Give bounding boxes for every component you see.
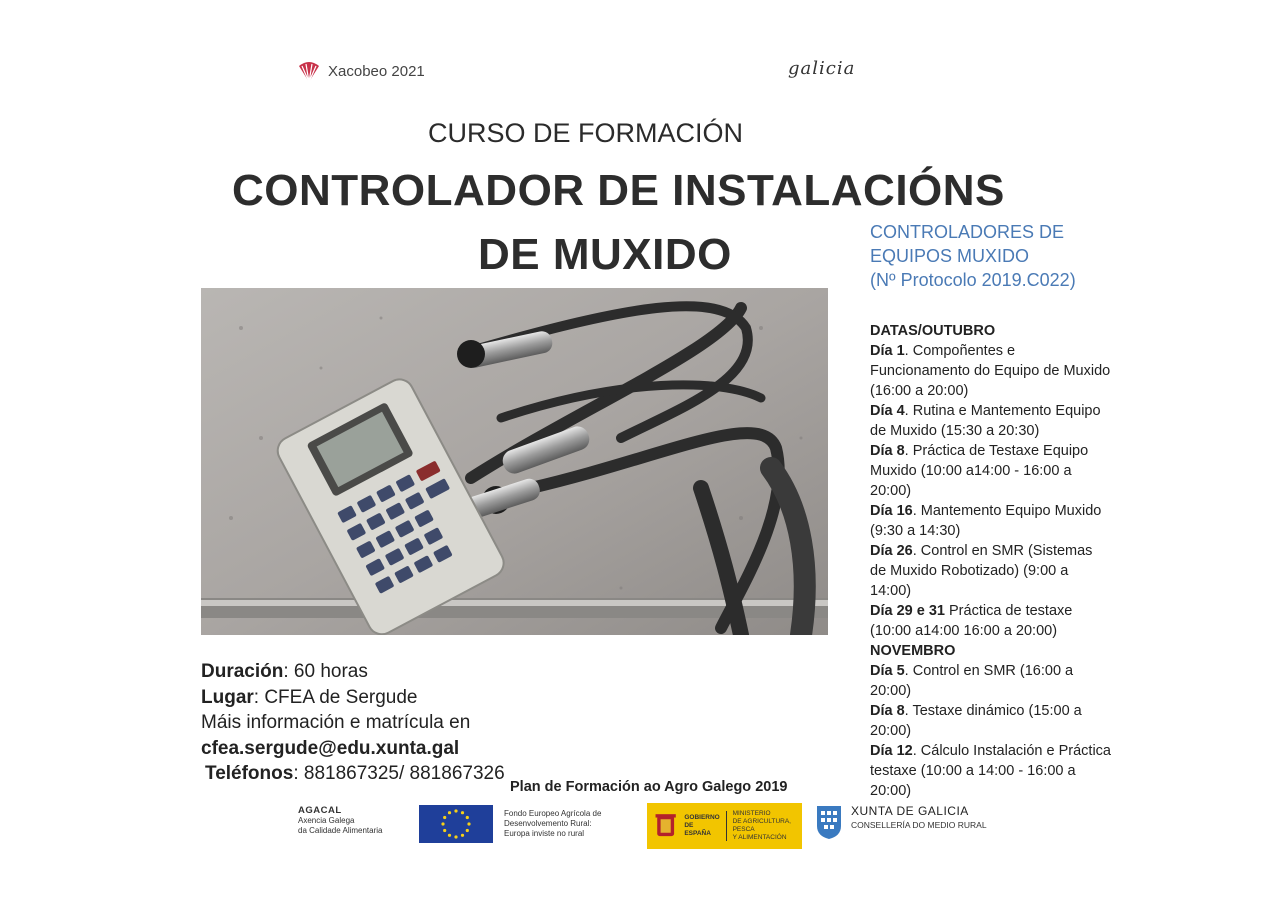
schedule-desc: . Control en SMR (16:00 a: [904, 663, 1074, 679]
schedule-day: Día 4: [870, 403, 905, 419]
schedule-item-line: 20:00): [870, 483, 912, 499]
eu-star: [461, 834, 464, 837]
xunta-shield-icon: [815, 804, 843, 840]
schedule-item-line: de Muxido (15:30 a 20:30): [870, 423, 1040, 439]
schedule-item-line: Funcionamento do Equipo de Muxido: [870, 363, 1111, 379]
schedule-item-line: [870, 441, 1160, 461]
november-list: [870, 661, 1160, 801]
eu-star: [443, 816, 446, 819]
spain-government-logo: [647, 803, 802, 849]
galicia-logo: galicia: [788, 58, 856, 79]
xunta-conselleria: CONSELLERÍA DO MEDIO RURAL: [851, 820, 987, 830]
schedule-item-line: [870, 541, 1160, 561]
course-schedule: [870, 321, 1160, 801]
ministerio-line2: DE AGRICULTURA, PESCA: [732, 818, 791, 833]
place-value: : CFEA de Sergude: [253, 686, 418, 708]
schedule-item: [870, 441, 1160, 501]
agacal-line1: Axencia Galega: [298, 816, 355, 825]
schedule-desc: . Cálculo Instalación e Práctica: [912, 743, 1111, 759]
gobierno-label: [684, 814, 719, 838]
place-label: Lugar: [201, 686, 254, 708]
schedule-item: [870, 401, 1160, 441]
agacal-logo: [298, 806, 383, 836]
schedule-day: Día 12: [870, 743, 913, 759]
ministerio-label: [733, 810, 802, 842]
phones-label: Teléfonos: [205, 763, 294, 784]
schedule-header-october: DATAS/OUTUBRO: [870, 323, 996, 339]
schedule-desc: . Testaxe dinámico (15:00 a: [904, 703, 1082, 719]
schedule-day: Día 8: [870, 703, 905, 719]
contact-email[interactable]: [201, 736, 505, 762]
schedule-item-line: [870, 741, 1160, 761]
schedule-item-line: de Muxido Robotizado) (9:00 a: [870, 563, 1069, 579]
xacobeo-logo: [296, 58, 425, 84]
schedule-item-line: 14:00): [870, 583, 912, 599]
schedule-item: [870, 701, 1160, 741]
contact-email-text: cfea.sergude@edu.xunta.gal: [201, 737, 460, 759]
schedule-item: [870, 661, 1160, 701]
schedule-item-line: [870, 341, 1160, 361]
schedule-item-line: [870, 401, 1160, 421]
schedule-day: Día 5: [870, 663, 905, 679]
xunta-logo: [815, 804, 987, 840]
schedule-day: Día 8: [870, 443, 905, 459]
schedule-desc: . Compoñentes e: [904, 343, 1016, 359]
schedule-item: [870, 341, 1160, 401]
schedule-item-line: Muxido (10:00 a14:00 - 16:00 a: [870, 463, 1072, 479]
ministerio-line3: Y ALIMENTACIÓN: [732, 834, 787, 841]
duration-row: [201, 659, 505, 685]
protocol-line3: (Nº Protocolo 2019.C022): [870, 270, 1076, 290]
place-row: [201, 685, 505, 711]
schedule-desc: . Control en SMR (Sistemas: [912, 543, 1093, 559]
schedule-item-line: 20:00): [870, 783, 912, 799]
phones-value: : 881867325/ 881867326: [293, 763, 505, 784]
eu-star: [448, 811, 451, 814]
schedule-desc: Práctica de testaxe: [944, 603, 1073, 619]
schedule-day: Día 29 e 31: [870, 603, 945, 619]
course-title-line2: DE MUXIDO: [478, 230, 732, 279]
milking-controller-photo: [201, 288, 828, 635]
schedule-item-line: (16:00 a 20:00): [870, 383, 969, 399]
schedule-day: Día 26: [870, 543, 913, 559]
feader-line2: Desenvolvemento Rural:: [504, 819, 592, 828]
schedule-desc: . Mantemento Equipo Muxido: [912, 503, 1102, 519]
feader-label: [504, 809, 601, 839]
agacal-line2: da Calidade Alimentaria: [298, 826, 383, 835]
xacobeo-label: Xacobeo 2021: [328, 62, 425, 80]
schedule-item-line: (9:30 a 14:30): [870, 523, 961, 539]
schedule-header-november: NOVEMBRO: [870, 643, 956, 659]
course-info: [201, 659, 505, 787]
schedule-item-line: [870, 601, 1160, 621]
schedule-item-line: testaxe (10:00 a 14:00 - 16:00 a: [870, 763, 1076, 779]
schedule-item: [870, 501, 1160, 541]
training-plan-label: Plan de Formación ao Agro Galego 2019: [510, 779, 788, 795]
duration-value: : 60 horas: [283, 661, 368, 682]
schedule-item-line: 20:00): [870, 723, 912, 739]
protocol-line1: CONTROLADORES DE: [870, 222, 1065, 242]
gobierno-line2: DE ESPAÑA: [684, 822, 711, 837]
agacal-name: AGACAL: [298, 805, 342, 816]
eu-star: [454, 835, 457, 838]
spain-coat-of-arms-icon: [653, 808, 678, 844]
eu-star: [448, 834, 451, 837]
schedule-item-line: [870, 701, 1160, 721]
schedule-item-line: [870, 501, 1160, 521]
schedule-day: Día 16: [870, 503, 913, 519]
course-title-line1: CONTROLADOR DE INSTALACIÓNS: [232, 166, 1005, 215]
october-list: [870, 341, 1160, 641]
eu-star: [467, 822, 470, 825]
ministerio-line1: MINISTERIO: [732, 810, 771, 817]
schedule-desc: . Práctica de Testaxe Equipo: [904, 443, 1089, 459]
feader-line3: Europa inviste no rural: [504, 829, 585, 838]
feader-line1: Fondo Europeo Agrícola de: [504, 809, 602, 818]
eu-star: [443, 829, 446, 832]
eu-star: [466, 829, 469, 832]
eu-star: [441, 822, 444, 825]
eu-flag-icon: [419, 805, 493, 843]
xacobeo-shell-icon: [296, 58, 322, 84]
eu-star: [454, 809, 457, 812]
gobierno-line1: GOBIERNO: [684, 814, 720, 821]
protocol-info: [870, 220, 1076, 292]
schedule-item-line: (10:00 a14:00 16:00 a 20:00): [870, 623, 1058, 639]
eu-star: [461, 811, 464, 814]
more-info-text: Máis información e matrícula en: [201, 712, 471, 733]
schedule-day: Día 1: [870, 343, 905, 359]
schedule-item: [870, 741, 1160, 801]
phones-row: [201, 761, 505, 787]
xunta-name: XUNTA DE GALICIA: [851, 804, 969, 818]
schedule-item: [870, 541, 1160, 601]
protocol-line2: EQUIPOS MUXIDO: [870, 246, 1030, 266]
course-subtitle: CURSO DE FORMACIÓN: [428, 118, 744, 148]
schedule-item: [870, 601, 1160, 641]
schedule-item-line: [870, 661, 1160, 681]
eu-star: [466, 816, 469, 819]
schedule-desc: . Rutina e Mantemento Equipo: [904, 403, 1101, 419]
schedule-item-line: 20:00): [870, 683, 912, 699]
duration-label: Duración: [201, 661, 284, 682]
